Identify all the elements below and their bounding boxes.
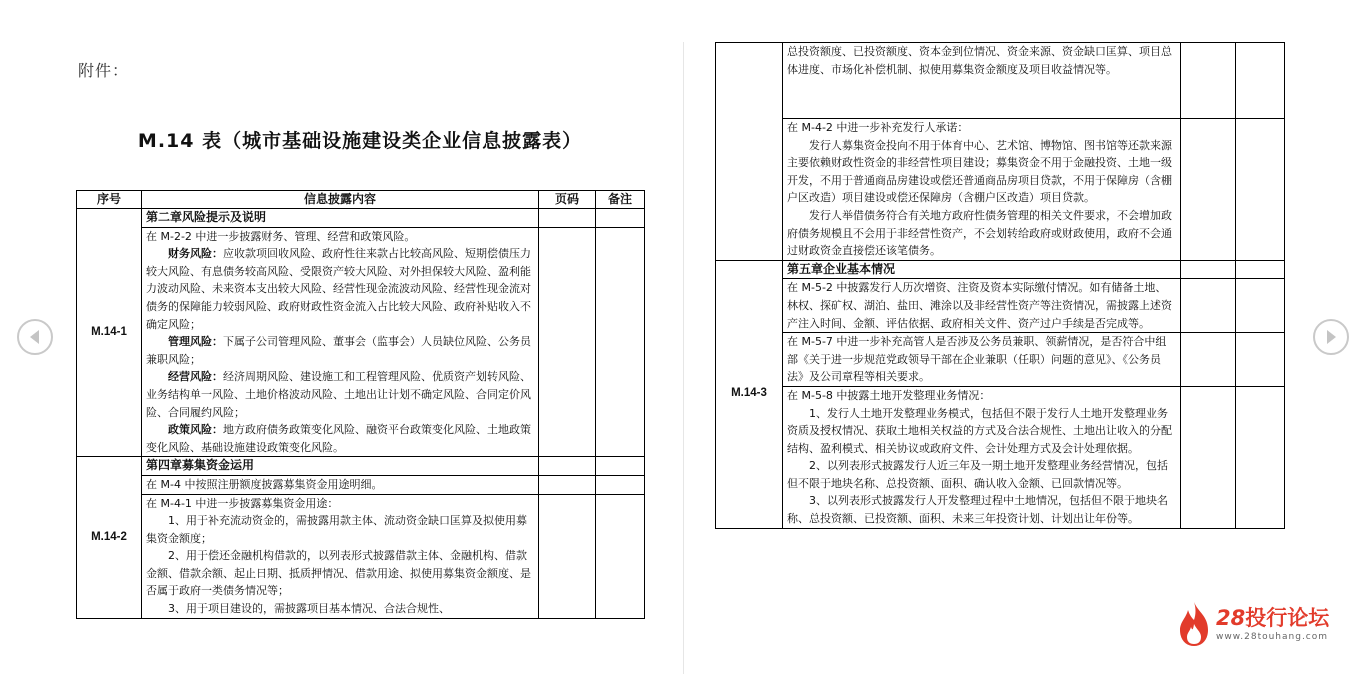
page-cell: [1181, 386, 1236, 528]
chevron-right-icon: [1324, 329, 1338, 345]
content-cell: [783, 119, 1181, 261]
content-text: [146, 421, 534, 456]
risk-label: 经营风险：: [168, 370, 223, 384]
table-row: [716, 260, 1285, 279]
risk-label: 政策风险：: [168, 423, 223, 437]
remark-cell: [596, 227, 645, 457]
page-cell: [1181, 43, 1236, 119]
risk-text: 应收款项回收风险、政府性往来款占比较高风险、短期偿债压力较大风险、有息债务较高风险、受限资产较大风险、对外担保较大风险、盈利能力波动风险、未来资本支出较大风险、经营性现金流波动风险、经营性现金流对债务的保障能力较弱风险、政府财政性资金流入占比较大风险、政府补贴收入不确定风险；: [146, 247, 531, 331]
content-text: 3、用于项目建设的，需披露项目基本情况、合法合规性、: [168, 602, 450, 616]
remark-cell: [1236, 260, 1285, 279]
next-page-button[interactable]: [1313, 319, 1349, 355]
header-page: 页码: [539, 191, 596, 209]
remark-cell: [596, 457, 645, 476]
row-id-m14-3: M.14-3: [716, 260, 783, 528]
remark-cell: [596, 494, 645, 618]
page-cell: [539, 494, 596, 618]
chevron-left-icon: [28, 329, 42, 345]
row-id-m14-1: M.14-1: [77, 209, 142, 457]
risk-text: 下属子公司管理风险、董事会（监事会）人员缺位风险、公务员兼职风险；: [146, 335, 531, 366]
page-cell: [539, 227, 596, 457]
content-text: 在 M-4-1 中进一步披露募集资金用途：: [146, 496, 339, 510]
page-cell: [539, 209, 596, 228]
table-row: [77, 457, 645, 476]
remark-cell: [1236, 43, 1285, 119]
page-cell: [1181, 119, 1236, 261]
remark-cell: [1236, 279, 1285, 333]
header-remark: 备注: [596, 191, 645, 209]
chapter-heading: 第五章企业基本情况: [783, 260, 1181, 279]
page-cell: [1181, 333, 1236, 387]
row-id-m14-2-cont: [716, 43, 783, 261]
table-row: [716, 279, 1285, 333]
content-text: 在 M-4-2 中进一步补充发行人承诺：: [787, 121, 969, 134]
table-row: [716, 43, 1285, 119]
content-cell: 总投资额度、已投资额度、资本金到位情况、资金来源、资金缺口匡算、项目总体进度、市场化补偿机制、拟使用募集资金额度及项目收益情况等。: [783, 43, 1181, 119]
chapter-heading: 第四章募集资金运用: [142, 457, 539, 476]
remark-cell: [1236, 386, 1285, 528]
table-row: [77, 227, 645, 457]
page-title: M.14 表（城市基础设施建设类企业信息披露表）: [137, 130, 583, 152]
content-cell: [142, 494, 539, 618]
prev-page-button[interactable]: [17, 319, 53, 355]
table-row: [716, 119, 1285, 261]
attachment-label: 附件：: [78, 61, 130, 80]
content-text: [146, 368, 534, 421]
content-cell: [783, 386, 1181, 528]
brand-number: 28: [1216, 606, 1246, 630]
content-cell: 在 M-5-7 中进一步补充高管人是否涉及公务员兼职、领薪情况，是否符合中组部《关于进一步规范党政领导干部在企业兼职（任职）问题的意见》、《公务员法》及公司章程等相关要求。: [783, 333, 1181, 387]
chapter-heading: 第二章风险提示及说明: [142, 209, 539, 228]
risk-label: 财务风险：: [168, 247, 223, 261]
remark-cell: [1236, 333, 1285, 387]
watermark-logo: [1176, 598, 1346, 654]
content-cell: 在 M-4 中按照注册额度披露募集资金用途明细。: [142, 475, 539, 494]
content-text: 2、以列表形式披露发行人近三年及一期土地开发整理业务经营情况，包括但不限于地块名称、总投资额、面积、确认收入金额、已回款情况等。: [787, 459, 1168, 490]
table-header-row: [77, 191, 645, 209]
table-row: [716, 386, 1285, 528]
content-text: 在 M-5-8 中披露土地开发整理业务情况：: [787, 388, 991, 402]
table-row: [77, 209, 645, 228]
content-text: 在 M-2-2 中进一步披露财务、管理、经营和政策风险。: [146, 229, 416, 243]
content-text: 发行人举借债务符合有关地方政府性债务管理的相关文件要求，不会增加政府债务规模且不会用于非经营性资产，不会划转给政府或财政使用，政府不会通过财政资金直接偿还该笔债务。: [787, 208, 1172, 258]
content-text: [146, 333, 534, 368]
header-no: 序号: [77, 191, 142, 209]
content-text: 2、用于偿还金融机构借款的，以列表形式披露借款主体、金融机构、借款金额、借款余额、起止日期、抵质押情况、借款用途、拟使用募集资金额度、是否属于政府一类债务情况等；: [146, 549, 531, 598]
table-row: [77, 494, 645, 618]
page-cell: [539, 475, 596, 494]
content-cell: 在 M-5-2 中披露发行人历次增资、注资及资本实际缴付情况。如有储备土地、林权、探矿权、湖泊、盐田、滩涂以及非经营性资产等注资情况，需披露上述资产注入时间、金额、评估依据、政府相关文件、资产过户手续是否完成等。: [783, 279, 1181, 333]
remark-cell: [596, 209, 645, 228]
watermark-url: www.28touhang.com: [1216, 632, 1329, 642]
remark-cell: [1236, 119, 1285, 261]
page-cell: [1181, 279, 1236, 333]
page-cell: [539, 457, 596, 476]
content-text: 1、用于补充流动资金的，需披露用款主体、流动资金缺口匡算及拟使用募集资金额度；: [146, 514, 527, 545]
content-text: [146, 245, 534, 333]
watermark-brand: [1216, 602, 1329, 632]
risk-text: 地方政府债务政策变化风险、融资平台政策变化风险、土地政策变化风险、基础设施建设政策变化风险。: [146, 423, 531, 454]
content-text: 3、以列表形式披露发行人开发整理过程中土地情况，包括但不限于地块名称、总投资额、已投资额、面积、未来三年投资计划、计划出让年份等。: [787, 494, 1168, 526]
table-row: [716, 333, 1285, 387]
risk-text: 经济周期风险、建设施工和工程管理风险、优质资产划转风险、业务结构单一风险、土地价格波动风险、土地出让计划不确定风险、合同定价风险、合同履约风险；: [146, 370, 531, 419]
disclosure-table-right: [715, 42, 1285, 529]
flame-icon: [1176, 600, 1212, 648]
content-text: 发行人募集资金投向不用于体育中心、艺术馆、博物馆、图书馆等还款来源主要依赖财政性资金的非经营性项目建设；募集资金不用于金融投资、土地一级开发，不用于普通商品房建设或偿还普通商品房项目贷款，不用于保障房（含棚户区改造）项目建设或偿还保障房（含棚户区改造）项目贷款。: [787, 138, 1172, 205]
header-content: 信息披露内容: [142, 191, 539, 209]
page-cell: [1181, 260, 1236, 279]
risk-label: 管理风险：: [168, 335, 223, 349]
disclosure-table-left: [76, 190, 645, 619]
remark-cell: [596, 475, 645, 494]
content-text: 1、发行人土地开发整理业务模式，包括但不限于发行人土地开发整理业务资质及授权情况、获取土地相关权益的方式及合法合规性、土地出让收入的分配结构、盈利模式、相关协议或政府文件、会计处理方式及会计处理依据。: [787, 406, 1172, 455]
table-row: [77, 475, 645, 494]
brand-text: 投行论坛: [1245, 606, 1330, 630]
content-cell: [142, 227, 539, 457]
row-id-m14-2: M.14-2: [77, 457, 142, 618]
